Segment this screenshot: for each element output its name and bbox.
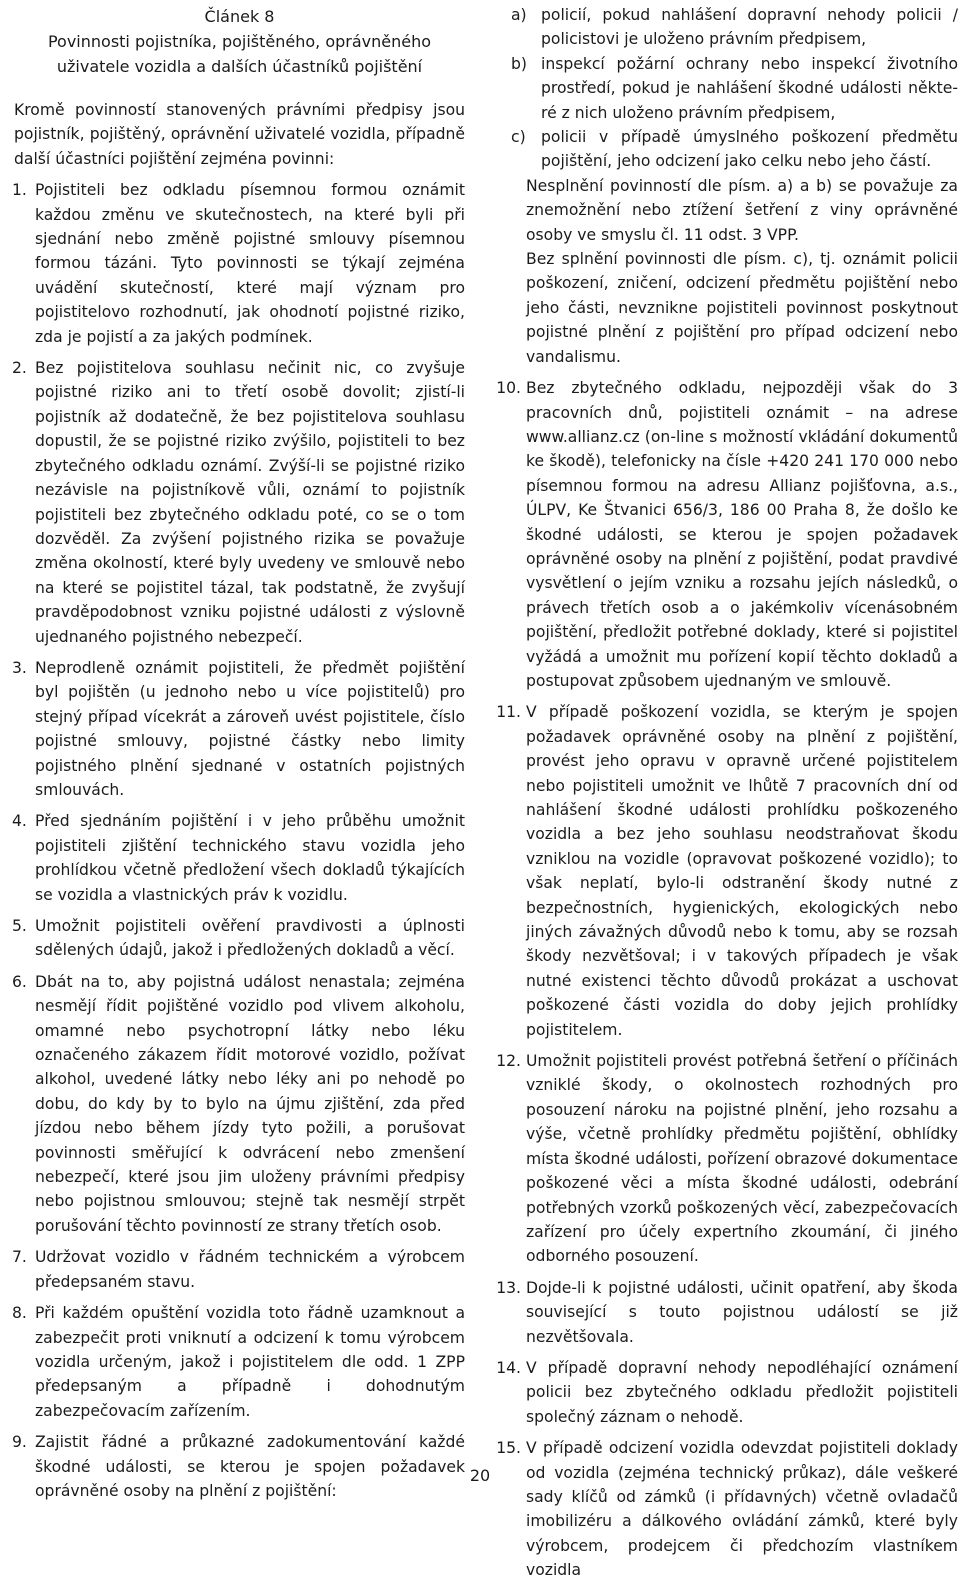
item-number: 13. bbox=[496, 1278, 521, 1297]
sub-item bbox=[503, 125, 958, 174]
item-number: 11. bbox=[496, 703, 521, 722]
sub-item bbox=[503, 3, 958, 52]
obligations-list-right bbox=[496, 376, 958, 1583]
list-item bbox=[14, 656, 465, 802]
item-number: 8. bbox=[12, 1304, 27, 1323]
right-column bbox=[496, 0, 958, 1583]
item-number: 6. bbox=[12, 972, 27, 991]
list-item bbox=[14, 1245, 465, 1294]
list-item bbox=[496, 700, 958, 1042]
list-item bbox=[14, 356, 465, 649]
item-text: Umožnit pojistiteli provést potřebná šetření o příčinách vzniklé škody, o okolnostech rozhodných pro posouzení nároku na pojistné plnění, jeho rozsahu a výše, včetně prohlídky předmětu pojištění, obhlídky místa škodné události, pořízení obrazové dokumentace poškozené věci a místa škodné události, odebrání potřebných vzorků poškozených věcí, zabezpečovacích zařízení pro účely expertního zkoumání, či jiného odborného posouzení. bbox=[526, 1052, 958, 1266]
item-text: Dbát na to, aby pojistná událost nenastala; zejména nesmějí řídit pojištěné vozidlo pod vlivem alkoholu, omamné nebo psychotropní látky nebo léku označeného zákazem řídit motorové vozidlo, požívat alkohol, uvedené látky nebo léky ani po nehodě po dobu, do kdy by to bylo na újmu zjištění, zda před jízdou nebo během jízdy tyto požili, a porušovat povinnosti směřující k odvrácení nebo zmenšení nebezpečí, které jsou jim uloženy právními předpisy nebo pojistnou smlouvou; stejně tak nesmějí strpět porušování těchto povinností ze strany třetích osob. bbox=[35, 972, 465, 1235]
article-title-line-1: Povinnosti pojistníka, pojištěného, oprávněného bbox=[47, 32, 432, 51]
list-item bbox=[496, 1436, 958, 1582]
sub-item-text: policii v případě úmyslného poškození předmětu pojištění, jeho odcizení jako celku nebo jeho částí. bbox=[541, 128, 958, 171]
item-text: Dojde-li k pojistné události, učinit opatření, aby škoda související s touto pojistnou událostí se již nezvětšovala. bbox=[526, 1278, 958, 1346]
item-text: Umožnit pojistiteli ověření pravdivosti a úplnosti sdělených údajů, jakož i předložených dokladů a věcí. bbox=[35, 917, 465, 960]
article-number: Článek 8 bbox=[204, 7, 275, 26]
list-item bbox=[14, 914, 465, 963]
list-item bbox=[14, 809, 465, 907]
item-text: V případě dopravní nehody nepodléhající oznámení policii bez zbytečného odkladu předložit pojistiteli společný záznam o nehodě. bbox=[526, 1358, 958, 1426]
list-item bbox=[496, 376, 958, 693]
list-item bbox=[14, 178, 465, 349]
item-text: V případě odcizení vozidla odevzdat pojistiteli doklady od vozidla (zejména technický průkaz), dále veškeré sady klíčů od zámků (i přídavných) včetně ovladačů imobilizéru a dálkového ovládání zámků, které byly výrobcem, prodejcem či předchozím vlastníkem vozidla bbox=[526, 1439, 958, 1580]
sub-item bbox=[503, 52, 958, 125]
item-text: Při každém opuštění vozidla toto řádně uzamknout a zabezpečit proti vniknutí a odcizení k tomu výrobcem vozidla určeným, jakož i pojistitelem dle odd. 1 ZPP předepsaným a případně i dohodnutým zabezpečovacím zařízením. bbox=[35, 1304, 465, 1420]
item-number: 9. bbox=[12, 1433, 27, 1452]
article-title-line-2: uživatele vozidla a dalších účastníků pojištění bbox=[56, 57, 423, 76]
item-number: 1. bbox=[12, 181, 27, 200]
item-number: 12. bbox=[496, 1052, 521, 1071]
item-number: 10. bbox=[496, 379, 521, 398]
list-item bbox=[496, 1276, 958, 1349]
item-number: 14. bbox=[496, 1358, 521, 1377]
item-text: Udržovat vozidlo v řádném technickém a výrobcem předepsaném stavu. bbox=[35, 1248, 465, 1291]
page-number: 20 bbox=[469, 1466, 491, 1485]
note-paragraph-1: Nesplnění povinností dle písm. a) a b) se považuje za znemožnění nebo ztížení šetření z viny oprávněné osoby ve smyslu čl. 11 odst. 3 VPP. bbox=[526, 176, 958, 244]
list-item bbox=[496, 1356, 958, 1429]
list-item bbox=[14, 970, 465, 1238]
item-text: Bez pojistitelova souhlasu nečinit nic, co zvyšuje pojistné riziko ani to třetí osobě dovolit; zjistí-li pojistník až dodatečně, že bez pojistitelova souhlasu dopustil, že se pojistné riziko zvýšilo, pojistiteli to bez zbytečného odkladu oznámí. Zvýší-li se pojistné riziko nezávisle na pojistníkově vůli, oznámí to pojistník pojistiteli bez zbytečného odkladu poté, co se o tom dozvěděl. Za zvýšení pojistného rizika se považuje změna okolností, které byly uvedeny ve smlouvě nebo na které se pojistitel tázal, tak podstatně, že zvyšují pravděpodobnost vzniku pojistné události z výslovně ujednaného pojistného nebezpečí. bbox=[35, 359, 465, 646]
item-number: 3. bbox=[12, 658, 27, 677]
left-column bbox=[14, 0, 465, 1503]
sub-item-text: inspekcí požární ochrany nebo inspekcí životního prostředí, pokud je nahlášení škodné události některé z nich uloženo právním předpisem, bbox=[541, 54, 958, 122]
item-number: 15. bbox=[496, 1439, 521, 1458]
item-number: 5. bbox=[12, 917, 27, 935]
article-intro: Kromě povinností stanovených právními předpisy jsou pojistník, pojištěný, oprávnění uživatelé vozidla, případně další účastníci pojištění zejména povinni: bbox=[14, 101, 465, 168]
item-number: 7. bbox=[12, 1248, 27, 1267]
item-text: Pojistiteli bez odkladu písemnou formou oznámit každou změnu ve skutečnostech, na které byli při sjednání nebo změně pojistné smlouvy písemnou formou tázáni. Tyto povinnosti se týkají zejména uvádění skutečností, které mají význam pro pojistitelovo rozhodnutí, jak ohodnotí pojistné riziko, zda je pojistí a za jakých podmínek. bbox=[35, 181, 465, 346]
item-text: Bez zbytečného odkladu, nejpozději však do 3 pracovních dnů, pojistiteli oznámit – na adrese www.allianz.cz (on-line s možností vkládání dokumentů ke škodě), telefonicky na čísle +420 241 170 000 nebo písemnou formou na adresu Allianz pojišťovna, a.s., ÚLPV, Ke Štvanici 656/3, 186 00 Praha 8, že došlo ke škodné události, se kterou je spojen požadavek oprávněné osoby na plnění z pojištění, podat pravdivé vysvětlení o jejím vzniku a rozsahu jejích následků, o právech třetích osob a o jakémkoliv vícenásobném pojištění, předložit potřebné doklady, které si pojistitel vyžádá a umožnit mu pořízení kopií těchto dokladů a postupovat způsobem ujednaným ve smlouvě. bbox=[526, 379, 958, 690]
item-text: V případě poškození vozidla, se kterým je spojen požadavek oprávněné osoby na plnění z pojištění, provést jeho opravu v opravně určené pojistitelem nebo pojistiteli umožnit ve lhůtě 7 pracovních dní od nahlášení škodné události prohlídku poškozeného vozidla a bez jeho souhlasu neodstraňovat škodu vzniklou na vozidle (opravovat poškozené vozidlo); to však neplatí, bylo-li odstranění škody nutné z bezpečnostních, hygienických, ekologických nebo jiných závažných důvodů nebo k tomu, aby se rozsah škody nezvětšoval; i v takových případech je však nutné existenci těchto důvodů prokázat a uschovat poškozené části vozidla do doby jejich prohlídky pojistitelem. bbox=[526, 703, 958, 1039]
item-number: 2. bbox=[12, 359, 27, 378]
sub-item-text: policií, pokud nahlášení dopravní nehody policii / policistovi je uloženo právním předpisem, bbox=[541, 6, 958, 49]
sub-item-letter: c) bbox=[511, 128, 526, 147]
item-text: Zajistit řádné a průkazné zadokumentování každé škodné události, se kterou je spojen požadavek oprávněné osoby na plnění z pojištění: bbox=[35, 1433, 465, 1500]
article-heading bbox=[14, 4, 465, 79]
sub-item-letter: b) bbox=[511, 54, 527, 73]
list-item bbox=[14, 1301, 465, 1423]
list-item bbox=[496, 1049, 958, 1269]
item-number: 4. bbox=[12, 812, 27, 831]
obligations-list-left bbox=[14, 178, 465, 1503]
sub-item-letter: a) bbox=[511, 6, 527, 24]
note-paragraph-2: Bez splnění povinnosti dle písm. c), tj. oznámit policii poškození, zničení, odcizení předmětu pojištění nebo jeho části, nevznikne pojistiteli povinnost poskytnout pojistné plnění z pojištění pro případ odcizení nebo vandalismu. bbox=[526, 250, 958, 366]
documentation-subitems bbox=[503, 3, 958, 174]
item-text: Před sjednáním pojištění i v jeho průběhu umožnit pojistiteli zjištění technického stavu vozidla jeho prohlídkou včetně předložení všech dokladů týkajících se vozidla a vlastnických práv k vozidlu. bbox=[35, 812, 465, 904]
item-text: Neprodleně oznámit pojistiteli, že předmět pojištění byl pojištěn (u jednoho nebo u více pojistitelů) pro stejný případ vícekrát a zároveň uvést pojistitele, číslo pojistné smlouvy, pojistné částky nebo limity pojistného plnění sjednané v ostatních pojistných smlouvách. bbox=[35, 658, 465, 799]
